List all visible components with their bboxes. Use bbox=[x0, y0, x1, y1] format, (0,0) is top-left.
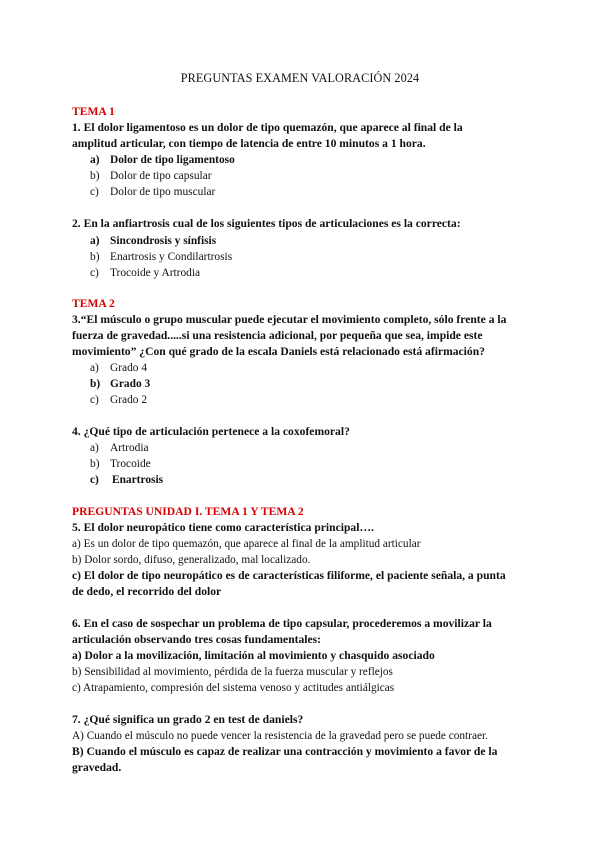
option-marker: b) bbox=[90, 170, 100, 182]
question-3-option-a bbox=[90, 360, 147, 376]
option-text: Trocoide y Artrodia bbox=[110, 267, 201, 279]
question-1-option-a bbox=[90, 152, 235, 168]
question-2-option-b bbox=[90, 249, 232, 265]
option-marker: c) bbox=[90, 267, 99, 279]
question-1-option-b bbox=[90, 168, 212, 184]
option-marker: b) bbox=[90, 251, 100, 263]
question-4-option-a bbox=[90, 440, 149, 456]
option-marker: c) bbox=[90, 394, 99, 406]
option-marker: b) bbox=[90, 378, 101, 390]
question-5-option-c-line-1: c) El dolor de tipo neuropático es de características filiforme, el paciente señala, a punta bbox=[72, 569, 506, 582]
question-1-line-2: amplitud articular, con tiempo de latencia de entre 10 minutos a 1 hora. bbox=[72, 137, 426, 150]
option-marker: a) bbox=[90, 154, 100, 166]
option-marker: c) bbox=[90, 186, 99, 198]
question-3-option-c bbox=[90, 392, 147, 408]
question-3-line-3: movimiento” ¿Con qué grado de la escala Daniels está relacionado está afirmación? bbox=[72, 345, 485, 358]
question-3-line-1: 3.“El músculo o grupo muscular puede ejecutar el movimiento completo, sólo frente a la bbox=[72, 313, 507, 326]
option-text: Sincondrosis y sínfisis bbox=[110, 235, 217, 247]
question-5-option-b: b) Dolor sordo, difuso, generalizado, mal localizado. bbox=[72, 554, 311, 566]
option-text: Dolor de tipo capsular bbox=[110, 170, 212, 182]
question-6-option-b: b) Sensibilidad al movimiento, pérdida de la fuerza muscular y reflejos bbox=[72, 666, 393, 678]
question-3-option-b bbox=[90, 376, 150, 392]
question-7-option-b-line-2: gravedad. bbox=[72, 761, 122, 774]
question-2-line-1: 2. En la anfiartrosis cual de los siguientes tipos de articulaciones es la correcta: bbox=[72, 217, 461, 230]
option-text: Enartrosis y Condilartrosis bbox=[110, 251, 233, 263]
option-text: Grado 3 bbox=[110, 378, 151, 390]
option-marker: b) bbox=[90, 458, 100, 470]
option-text: Dolor de tipo ligamentoso bbox=[110, 154, 235, 166]
question-7-line-1: 7. ¿Qué significa un grado 2 en test de daniels? bbox=[72, 713, 304, 726]
question-5-option-c-line-2: de dedo, el recorrido del dolor bbox=[72, 585, 222, 598]
question-7-option-b-line-1: B) Cuando el músculo es capaz de realizar una contracción y movimiento a favor de la bbox=[72, 745, 498, 758]
question-1-line-1: 1. El dolor ligamentoso es un dolor de tipo quemazón, que aparece al final de la bbox=[72, 121, 463, 134]
question-6-line-2: articulación observando tres cosas fundamentales: bbox=[72, 633, 322, 646]
question-4-line-1: 4. ¿Qué tipo de articulación pertenece a la coxofemoral? bbox=[72, 425, 350, 438]
page-title: PREGUNTAS EXAMEN VALORACIÓN 2024 bbox=[180, 71, 420, 85]
option-marker: a) bbox=[90, 235, 100, 247]
option-marker: c) bbox=[90, 474, 99, 486]
question-2-option-c bbox=[90, 265, 200, 281]
option-text: Grado 4 bbox=[110, 362, 148, 374]
option-text: Artrodia bbox=[110, 442, 149, 454]
option-text: Trocoide bbox=[110, 458, 151, 470]
option-text: Dolor de tipo muscular bbox=[110, 186, 216, 198]
option-text: Grado 2 bbox=[110, 394, 148, 406]
question-6-option-a: a) Dolor a la movilización, limitación al movimiento y chasquido asociado bbox=[72, 649, 435, 662]
question-4-option-c bbox=[90, 472, 163, 488]
question-1-option-c bbox=[90, 184, 215, 200]
question-3-line-2: fuerza de gravedad.....si una resistencia adicional, por pequeña que sea, impide este bbox=[72, 329, 483, 342]
question-2-option-a bbox=[90, 233, 216, 249]
question-4-option-b bbox=[90, 456, 151, 472]
option-marker: a) bbox=[90, 362, 99, 374]
question-5-option-a: a) Es un dolor de tipo quemazón, que aparece al final de la amplitud articular bbox=[72, 538, 421, 550]
question-5-line-1: 5. El dolor neuropático tiene como característica principal…. bbox=[72, 521, 374, 534]
question-7-option-a: A) Cuando el músculo no puede vencer la resistencia de la gravedad pero se puede contraer. bbox=[72, 730, 488, 742]
option-marker: a) bbox=[90, 442, 99, 454]
question-6-line-1: 6. En el caso de sospechar un problema de tipo capsular, procederemos a movilizar la bbox=[72, 617, 492, 630]
section-heading-tema1: TEMA 1 bbox=[72, 105, 115, 118]
question-6-option-c: c) Atrapamiento, compresión del sistema venoso y actitudes antiálgicas bbox=[72, 682, 395, 694]
option-text: Enartrosis bbox=[112, 474, 164, 486]
section-heading-unidad1: PREGUNTAS UNIDAD I. TEMA 1 Y TEMA 2 bbox=[72, 505, 304, 518]
section-heading-tema2: TEMA 2 bbox=[72, 297, 115, 310]
